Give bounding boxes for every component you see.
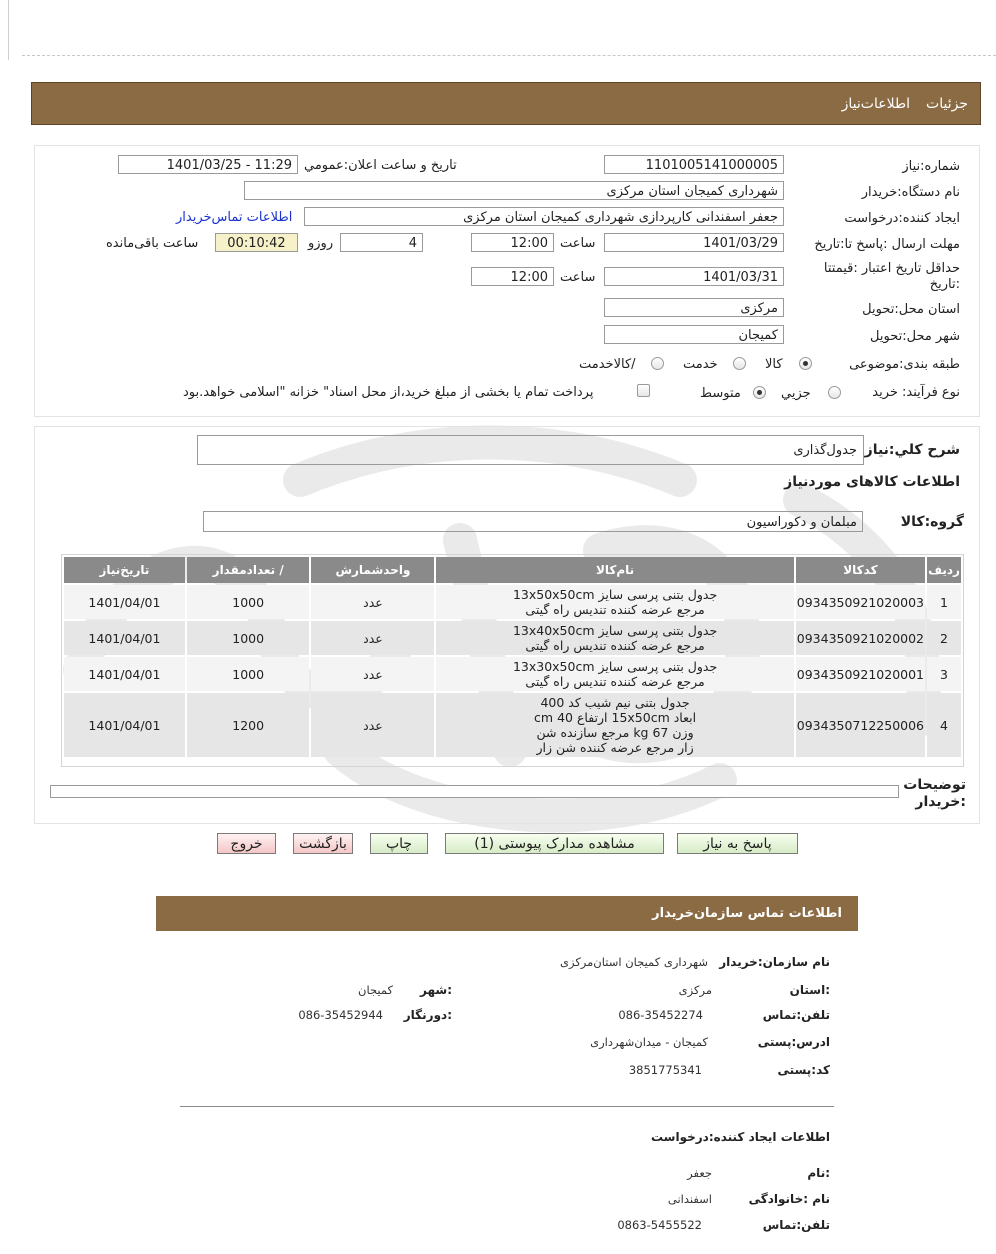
page-top-divider <box>22 55 996 56</box>
requester-field: جعفر اسفندانی کارپردازی شهرداری کمیجان استان مرکزی <box>304 207 784 226</box>
row-name-line: جدول بتنی نیم شیب کد 400 <box>540 695 690 710</box>
contact-postal-label: کد:پستی <box>777 1063 830 1077</box>
row-name-line: جدول بتنی پرسی سایز 13x30x50cm <box>512 659 718 674</box>
row-name <box>436 693 793 757</box>
buyer-org-field: شهرداری کمیجان استان مرکزی <box>244 181 784 200</box>
col-header-unit: واحدشمارش <box>311 557 434 583</box>
row-code: 0934350712250006 <box>796 693 925 757</box>
contact-divider <box>180 1106 834 1107</box>
process-medium-radio[interactable] <box>753 386 766 399</box>
goods-group-label: گروه:کالا <box>900 514 964 530</box>
row-unit: عدد <box>311 657 434 691</box>
back-button[interactable]: بازگشت <box>293 833 353 854</box>
contact-phone-label: تلفن:تماس <box>762 1008 830 1022</box>
contact-province-value: مرکزی <box>678 983 712 997</box>
row-name <box>436 621 793 655</box>
delivery-province-label: استان محل:تحویل <box>862 302 960 317</box>
remaining-days-label: روزو <box>308 236 334 251</box>
col-header-name: نام‌کالا <box>436 557 793 583</box>
requester-phone-label: تلفن:تماس <box>762 1218 830 1232</box>
row-date: 1401/04/01 <box>64 693 185 757</box>
delivery-city-label: شهر محل:تحویل <box>870 329 960 344</box>
row-date: 1401/04/01 <box>64 657 185 691</box>
process-minor-text: جزیي <box>781 386 811 401</box>
delivery-province-field: مرکزی <box>604 298 784 317</box>
page-left-border <box>8 0 9 60</box>
price-validity-label-2: :تاریخ <box>929 277 960 292</box>
row-code: 0934350921020003 <box>796 585 925 619</box>
category-goods-service-text: /کالاخدمت <box>579 357 636 372</box>
announce-datetime-field: 1401/03/25 - 11:29 <box>118 155 298 174</box>
row-code: 0934350921020001 <box>796 657 925 691</box>
row-quantity: 1000 <box>187 585 310 619</box>
row-name-line: مرجع عرضه کننده تندیس راه گیتی <box>525 602 705 617</box>
row-unit: عدد <box>311 693 434 757</box>
requester-name-value: جعفر <box>687 1166 712 1180</box>
contact-fax-label: :دورنگار <box>403 1008 452 1022</box>
delivery-city-field: کمیجان <box>604 325 784 344</box>
category-label: طبقه بندی:موضوعی <box>849 357 960 372</box>
col-header-code: کدکالا <box>796 557 925 583</box>
category-service-text: خدمت <box>683 357 718 372</box>
table-row <box>64 585 961 619</box>
contact-org-value: شهرداری کمیجان استان‌مرکزی <box>559 955 708 969</box>
reply-deadline-time-label: ساعت <box>560 236 596 251</box>
contact-postal-value: 3851775341 <box>628 1063 702 1077</box>
category-goods-text: کالا <box>765 357 783 372</box>
contact-phone-value: 086-35452274 <box>618 1008 703 1022</box>
table-row <box>64 657 961 691</box>
price-validity-time-field: 12:00 <box>471 267 554 286</box>
need-number-field: 1101005141000005 <box>604 155 784 174</box>
need-description-label: شرح کلي:نیاز <box>864 442 960 458</box>
need-description-field: جدول‌گذاری <box>197 435 864 465</box>
print-button[interactable]: چاپ <box>370 833 428 854</box>
process-medium-text: متوسط <box>700 386 741 401</box>
category-service-radio[interactable] <box>733 357 746 370</box>
buyer-notes-label-2: :خریدار <box>915 794 966 810</box>
contact-city-value: کمیجان <box>358 983 393 997</box>
contact-city-label: :شهر <box>420 983 452 997</box>
requester-name-label: :نام <box>807 1166 830 1180</box>
buyer-notes-field <box>50 785 899 798</box>
items-table <box>62 555 963 759</box>
contact-province-label: :استان <box>789 983 830 997</box>
price-validity-time-label: ساعت <box>560 270 596 285</box>
row-name-line: زار مرجع عرضه کننده شن زار <box>536 740 694 755</box>
col-header-index: ردیف <box>927 557 961 583</box>
reply-to-need-button[interactable]: پاسخ به نیاز <box>677 833 798 854</box>
process-minor-radio[interactable] <box>828 386 841 399</box>
row-unit: عدد <box>311 621 434 655</box>
row-index: 1 <box>927 585 961 619</box>
goods-group-field: مبلمان و دکوراسیون <box>203 511 863 532</box>
need-number-label: شماره:نیاز <box>902 159 960 174</box>
buyer-org-label: نام دستگاه:خریدار <box>861 185 960 200</box>
breadcrumb-need-info[interactable]: اطلاعات‌نیاز <box>841 96 910 112</box>
price-validity-date-field: 1401/03/31 <box>604 267 784 286</box>
row-name-line: ابعاد 15x50cm ارتفاع 40 cm <box>534 710 697 725</box>
row-name-line: وزن 67 kg مرجع سازنده شن <box>536 725 694 740</box>
requester-label: ایجاد کننده:درخواست <box>844 211 960 226</box>
items-table-header <box>64 557 961 583</box>
contact-address-label: ادرس:پستی <box>757 1035 830 1049</box>
row-name-line: جدول بتنی پرسی سایز 13x50x50cm <box>512 587 718 602</box>
treasury-payment-checkbox[interactable] <box>637 384 650 397</box>
remaining-days-field: 4 <box>340 233 423 252</box>
contact-address-value: کمیجان - میدان‌شهرداری <box>590 1035 708 1049</box>
requester-family-label: نام :خانوادگی <box>748 1192 830 1206</box>
treasury-payment-note: پرداخت تمام یا بخشی از مبلغ خرید،از محل اسناد" خزانه "اسلامی خواهد.بود <box>183 385 594 400</box>
col-header-quantity: / تعدادمقدار <box>187 557 310 583</box>
contact-fax-value: 086-35452944 <box>298 1008 383 1022</box>
row-name-line: مرجع عرضه کننده تندیس راه گیتی <box>525 674 705 689</box>
buyer-contact-title: اطلاعات تماس سازمان‌خریدار <box>652 906 842 921</box>
requester-family-value: اسفندانی <box>667 1192 712 1206</box>
category-goods-service-radio[interactable] <box>651 357 664 370</box>
reply-deadline-time-field: 12:00 <box>471 233 554 252</box>
row-quantity: 1200 <box>187 693 310 757</box>
goods-info-title: اطلاعات کالاهای موردنیاز <box>784 474 960 490</box>
buyer-contact-header <box>156 896 858 931</box>
reply-deadline-date-field: 1401/03/29 <box>604 233 784 252</box>
table-row <box>64 693 961 757</box>
row-quantity: 1000 <box>187 657 310 691</box>
remaining-time-label: ساعت باقی‌مانده <box>106 236 199 251</box>
row-unit: عدد <box>311 585 434 619</box>
buyer-notes-label: توضیحات <box>903 777 966 793</box>
row-name <box>436 657 793 691</box>
col-header-date: تاریخ‌نیاز <box>64 557 185 583</box>
row-code: 0934350921020002 <box>796 621 925 655</box>
row-name <box>436 585 793 619</box>
row-date: 1401/04/01 <box>64 621 185 655</box>
process-type-label: نوع فرآیند: خرید <box>872 385 960 400</box>
row-name-line: مرجع عرضه کننده تندیس راه گیتی <box>525 638 705 653</box>
announce-datetime-label: تاریخ و ساعت اعلان:عمومي <box>304 158 457 173</box>
requester-info-title: اطلاعات ایجاد کننده:درخواست <box>650 1130 830 1144</box>
contact-org-label: نام سازمان:خریدار <box>719 955 830 969</box>
exit-button[interactable]: خروج <box>217 833 276 854</box>
remaining-time-field: 00:10:42 <box>215 233 298 252</box>
view-attachments-button[interactable]: مشاهده مدارک پیوستی (1) <box>445 833 664 854</box>
header-bar <box>31 82 981 125</box>
table-row <box>64 621 961 655</box>
category-goods-radio[interactable] <box>799 357 812 370</box>
row-index: 4 <box>927 693 961 757</box>
row-date: 1401/04/01 <box>64 585 185 619</box>
row-name-line: جدول بتنی پرسی سایز 13x40x50cm <box>512 623 718 638</box>
reply-deadline-label: مهلت ارسال :پاسخ تا:تاریخ <box>814 237 960 252</box>
breadcrumb-details[interactable]: جزئیات <box>926 96 968 112</box>
row-quantity: 1000 <box>187 621 310 655</box>
items-table-frame <box>61 554 964 767</box>
requester-phone-value: 0863-5455522 <box>617 1218 702 1232</box>
row-index: 3 <box>927 657 961 691</box>
buyer-contact-link[interactable]: اطلاعات تماس‌خریدار <box>176 210 293 225</box>
row-index: 2 <box>927 621 961 655</box>
price-validity-label: حداقل تاریخ اعتبار :قیمتتا <box>823 261 960 276</box>
